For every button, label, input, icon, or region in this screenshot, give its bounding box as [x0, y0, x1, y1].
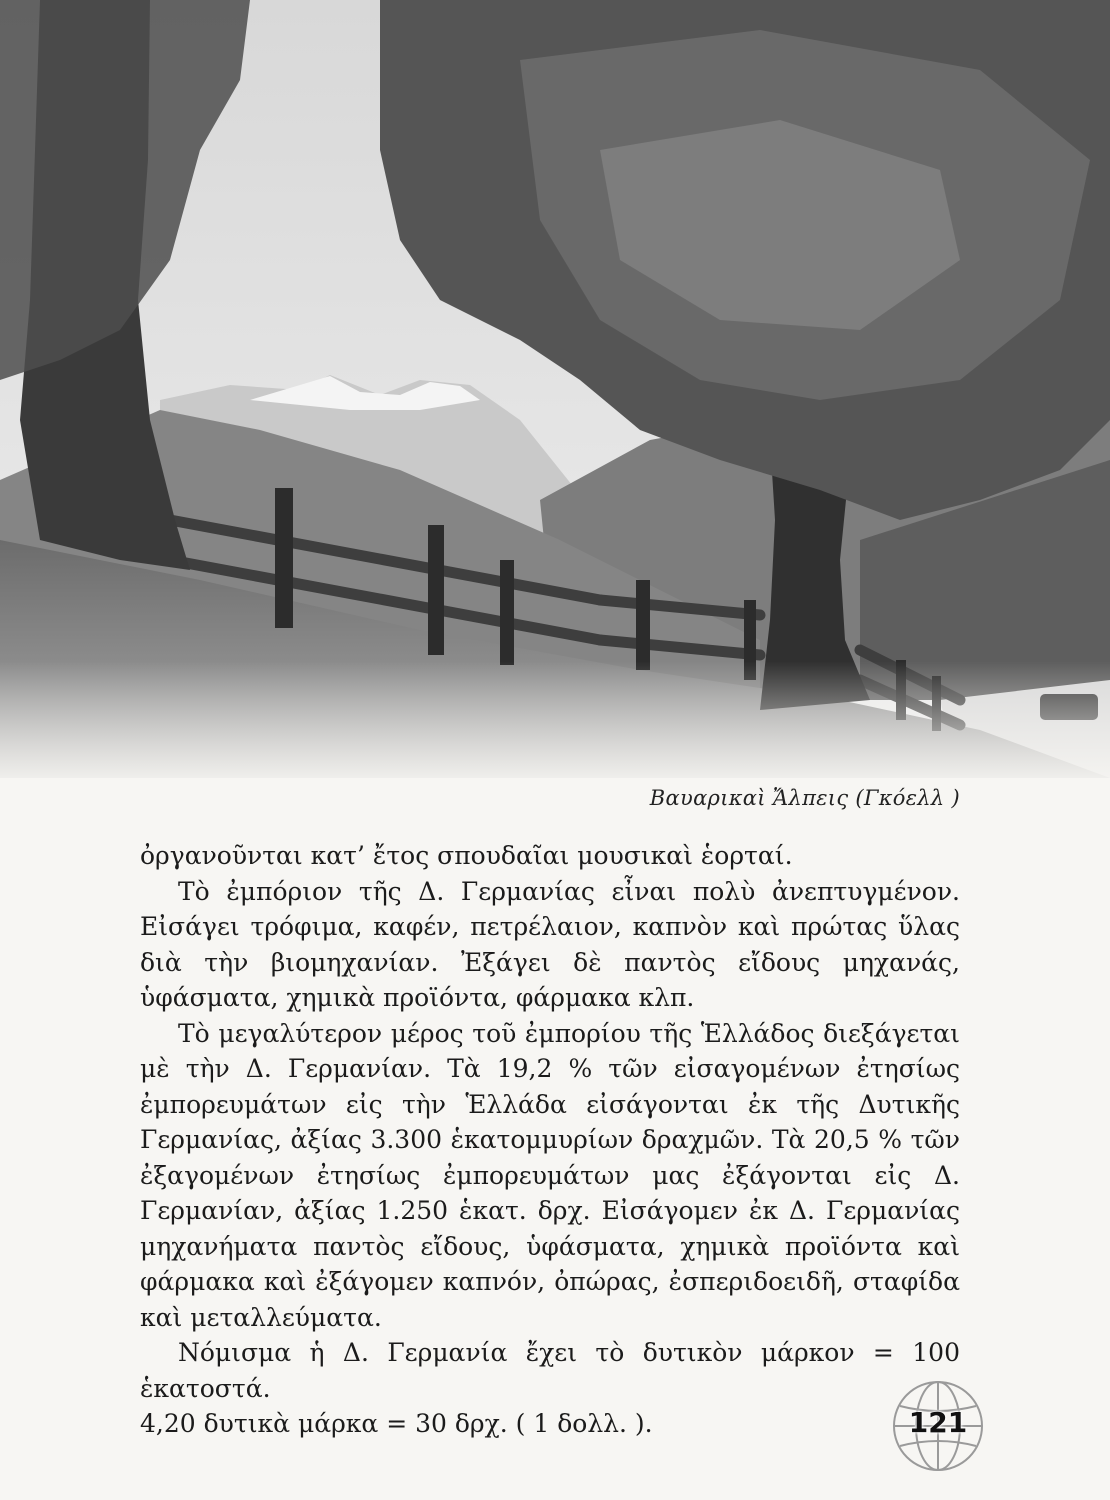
paragraph: ὀργανοῦνται κατ’ ἔτος σπουδαῖαι μουσικαὶ ἑορταί. [140, 841, 793, 870]
page-number: 121 [908, 1406, 968, 1439]
photo-caption: Βαυαρικαὶ Ἄλπεις (Γκόελλ ) [649, 786, 960, 810]
page-number-badge [890, 1378, 986, 1474]
paragraph: 4,20 δυτικὰ μάρκα = 30 δρχ. ( 1 δολλ. ). [140, 1409, 653, 1438]
paragraph: Νόμισμα ἡ Δ. Γερμανία ἔχει τὸ δυτικὸν μάρκον = 100 ἑκατοστά. [140, 1338, 960, 1403]
paragraph: Τὸ ἐμπόριον τῆς Δ. Γερμανίας εἶναι πολὺ ἀνεπτυγμένον. Εἰσάγει τρόφιμα, καφέν, πετρέλαιον, καπνὸν καὶ πρώτας ὕλας διὰ τὴν βιομηχανίαν. Ἐξάγει δὲ παντὸς εἴδους μηχανάς, ὑφάσματα, χημικὰ προϊόντα, φάρμακα κλπ. [140, 876, 960, 1012]
body-text [140, 838, 960, 1442]
paragraph: Τὸ μεγαλύτερον μέρος τοῦ ἐμπορίου τῆς Ἑλλάδος διεξάγεται μὲ τὴν Δ. Γερμανίαν. Τὰ 19,2 % τῶν εἰσαγομένων ἐτησίως ἐμπορευμάτων εἰς τὴν Ἑλλάδα εἰσάγονται ἐκ τῆς Δυτικῆς Γερμανίας, ἀξίας 3.300 ἑκατομμυρίων δραχμῶν. Τὰ 20,5 % τῶν ἐξαγομένων ἐτησίως ἐμπορευμάτων μας ἐξάγονται εἰς Δ. Γερμανίαν, ἀξίας 1.250 ἑκατ. δρχ. Εἰσάγομεν ἐκ Δ. Γερμανίας μηχανήματα παντὸς εἴδους, ὑφάσματα, χημικὰ προϊόντα καὶ φάρμακα καὶ ἐξάγομεν καπνόν, ὀπώρας, ἐσπεριδοειδῆ, σταφίδα καὶ μεταλλεύματα. [140, 1018, 960, 1332]
